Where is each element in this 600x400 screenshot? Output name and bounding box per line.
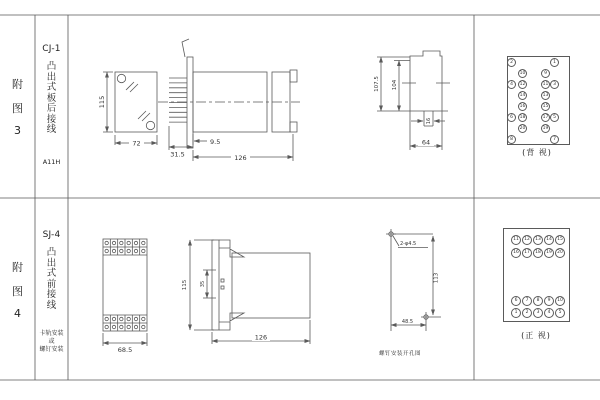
char: 出 xyxy=(46,257,57,269)
dim-hole-spec: 2-φ4.5 xyxy=(400,241,417,247)
sj4-front-view xyxy=(103,239,147,354)
dim-hole-pitch-v: 113 xyxy=(433,272,440,284)
terminal-11: 11 xyxy=(511,235,521,245)
rear-terminal-view xyxy=(507,56,570,145)
figure-label-3 xyxy=(0,15,35,198)
terminal-19: 19 xyxy=(542,126,549,132)
terminal-4: 4 xyxy=(544,308,554,318)
dim-hole-pitch-h: 48.5 xyxy=(401,318,414,325)
terminal-13: 13 xyxy=(533,235,543,245)
dim-total-length: 126 xyxy=(234,154,247,162)
char: 线 xyxy=(46,299,57,311)
sj4-drill-diagram xyxy=(386,229,441,331)
char: 凸 xyxy=(46,247,57,258)
sj4-side-view xyxy=(182,240,310,344)
terminal-15: 15 xyxy=(555,235,565,245)
dim-terminal-offset: 9.5 xyxy=(210,137,221,146)
terminal-3: 3 xyxy=(533,308,543,318)
model-cj1: CJ-1 xyxy=(42,44,61,54)
note-line: 螺钉安装 xyxy=(39,346,64,353)
terminal-pins xyxy=(169,78,187,122)
terminal-16: 16 xyxy=(519,103,526,109)
char: 4 xyxy=(14,306,21,320)
terminal-11: 11 xyxy=(542,81,549,87)
dim-case-height: 115 xyxy=(98,95,106,109)
dim-case-width: 72 xyxy=(132,139,141,148)
terminal-18: 18 xyxy=(533,248,543,258)
terminal-17: 17 xyxy=(522,248,532,258)
char: 接 xyxy=(46,113,57,125)
char: 线 xyxy=(46,124,57,135)
cj1-panel-view xyxy=(98,72,157,148)
char: 附 xyxy=(12,78,23,91)
dim-rear-depth: 31.5 xyxy=(170,150,185,159)
char: 出 xyxy=(46,71,57,83)
terminal-2: 2 xyxy=(522,308,532,318)
rear-view-caption: (背 视) xyxy=(522,148,552,157)
type-cj1 xyxy=(35,62,68,136)
terminal-14: 14 xyxy=(519,92,526,98)
terminal-2: 2 xyxy=(507,58,516,67)
terminal-6: 6 xyxy=(507,113,516,122)
dim-rail-width: 35 xyxy=(200,280,206,288)
char: 图 xyxy=(12,284,23,298)
dim-cutout-slot: 16 xyxy=(426,117,432,125)
terminal-4: 4 xyxy=(507,80,516,89)
terminal-12: 12 xyxy=(522,235,532,245)
front-view-caption: (正 视) xyxy=(521,331,551,340)
terminal-9: 9 xyxy=(541,69,550,78)
terminal-10: 10 xyxy=(519,70,526,76)
drill-diagram-caption: 螺钉安装开孔图 xyxy=(378,351,421,357)
terminal-10: 10 xyxy=(555,296,565,306)
terminal-5: 5 xyxy=(555,308,565,318)
code-a11h: A11H xyxy=(42,158,61,166)
terminal-16: 16 xyxy=(511,248,521,258)
terminal-8: 8 xyxy=(533,296,543,306)
note-line: 卡轨安装 xyxy=(39,330,64,337)
terminal-20: 20 xyxy=(555,248,565,258)
dim-cutout-height: 104 xyxy=(392,79,398,91)
terminal-3: 3 xyxy=(550,80,559,89)
terminal-5: 5 xyxy=(550,113,559,122)
terminal-14: 14 xyxy=(544,235,554,245)
terminal-strips xyxy=(105,239,145,331)
terminal-13: 13 xyxy=(542,92,549,98)
type-sj4 xyxy=(35,248,68,311)
char: 3 xyxy=(14,124,21,137)
terminal-19: 19 xyxy=(544,248,554,258)
model-sj4: SJ-4 xyxy=(42,230,61,240)
terminal-7: 7 xyxy=(522,296,532,306)
cj1-side-view xyxy=(158,39,300,162)
terminal-8: 8 xyxy=(507,135,516,144)
mount-note xyxy=(35,330,68,354)
cj1-cutout-view xyxy=(374,51,450,150)
terminal-20: 20 xyxy=(519,126,526,132)
terminal-6: 6 xyxy=(511,296,521,306)
terminal-12: 12 xyxy=(519,81,526,87)
char: 式 xyxy=(46,82,57,93)
dim-sj4-length: 126 xyxy=(254,333,268,342)
dim-cutout-outer-height: 107.5 xyxy=(374,76,380,92)
char: 接 xyxy=(46,289,57,300)
char: 图 xyxy=(12,102,23,115)
terminal-1: 1 xyxy=(550,58,559,67)
figure-label-4 xyxy=(0,198,35,380)
front-terminal-view xyxy=(503,228,570,322)
dim-sj4-height: 115 xyxy=(182,279,188,291)
terminal-1: 1 xyxy=(511,308,521,318)
char: 凸 xyxy=(46,61,57,72)
char: 后 xyxy=(46,103,57,114)
terminal-15: 15 xyxy=(542,103,549,109)
char: 前 xyxy=(46,278,57,290)
terminal-18: 18 xyxy=(519,115,526,120)
dim-cutout-width: 64 xyxy=(421,138,431,147)
terminal-7: 7 xyxy=(550,135,559,144)
terminal-9: 9 xyxy=(544,296,554,306)
char: 附 xyxy=(12,260,23,274)
char: 板 xyxy=(46,92,57,104)
note-line: 或 xyxy=(48,338,55,345)
char: 式 xyxy=(46,268,57,279)
terminal-17: 17 xyxy=(542,115,549,120)
dim-sj4-width: 68.5 xyxy=(117,346,133,354)
